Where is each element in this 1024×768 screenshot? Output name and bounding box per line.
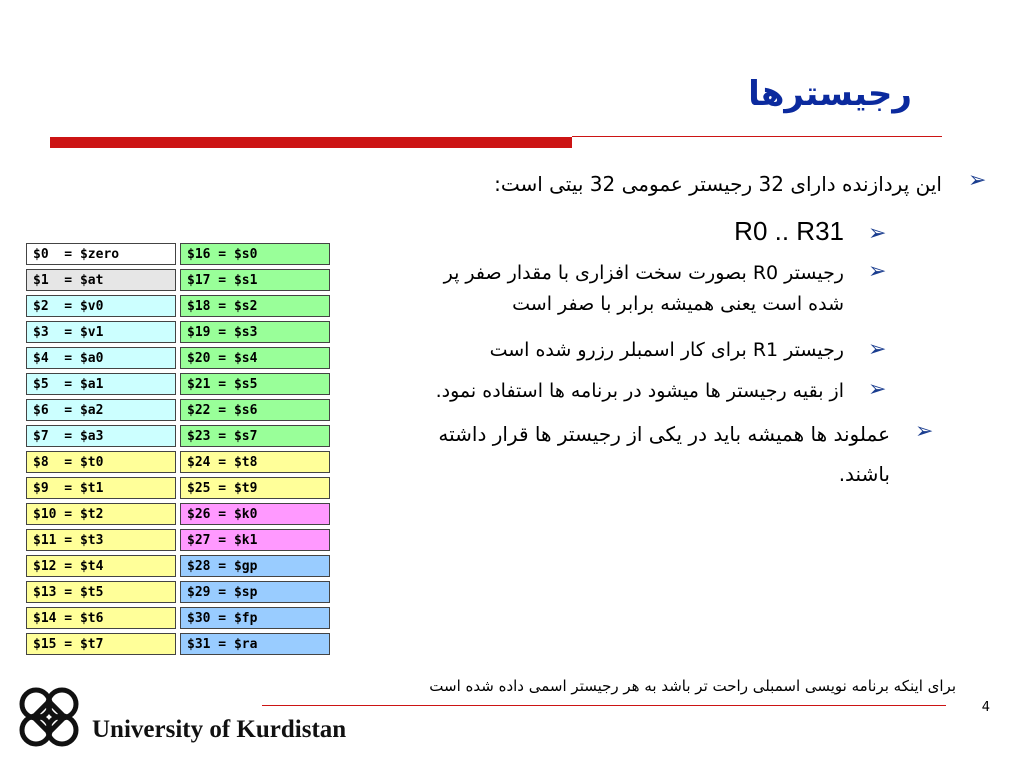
register-cell: $26 = $k0 — [180, 503, 330, 525]
bullet-text: رجیستر R1 برای کار اسمبلر رزرو شده است — [489, 339, 844, 361]
register-cell: $13 = $t5 — [26, 581, 176, 603]
register-row — [26, 529, 176, 551]
university-name: University of Kurdistan — [92, 716, 347, 743]
register-cell: $25 = $t9 — [180, 477, 330, 499]
register-row — [180, 477, 330, 499]
footer-note: برای اینکه برنامه نویسی اسمبلی راحت تر باشد به هر رجیستر اسمی داده شده است — [429, 677, 956, 695]
register-row — [26, 451, 176, 473]
register-row — [26, 555, 176, 577]
bullet-arrow-icon: ➢ — [868, 337, 887, 362]
register-row — [26, 243, 176, 265]
register-cell: $2 = $v0 — [26, 295, 176, 317]
register-cell: $31 = $ra — [180, 633, 330, 655]
footer-divider — [262, 705, 946, 706]
register-row — [180, 373, 330, 395]
register-row — [180, 503, 330, 525]
register-cell: $10 = $t2 — [26, 503, 176, 525]
register-row — [180, 581, 330, 603]
register-row — [26, 503, 176, 525]
register-row — [26, 373, 176, 395]
register-cell: $22 = $s6 — [180, 399, 330, 421]
register-cell: $17 = $s1 — [180, 269, 330, 291]
bullet-text: باشند. — [838, 462, 890, 486]
register-row — [180, 607, 330, 629]
register-cell: $24 = $t8 — [180, 451, 330, 473]
bullet-arrow-icon: ➢ — [968, 168, 987, 193]
register-cell: $12 = $t4 — [26, 555, 176, 577]
title-underline-bar — [50, 137, 572, 148]
register-row — [180, 633, 330, 655]
register-cell: $16 = $s0 — [180, 243, 330, 265]
register-cell: $8 = $t0 — [26, 451, 176, 473]
register-row — [26, 607, 176, 629]
bullet-arrow-icon: ➢ — [868, 259, 887, 284]
register-cell: $11 = $t3 — [26, 529, 176, 551]
register-row — [26, 347, 176, 369]
bullet-arrow-icon: ➢ — [868, 221, 887, 246]
register-cell: $5 = $a1 — [26, 373, 176, 395]
bullet-text: عملوند ها همیشه باید در یکی از رجیستر ها قرار داشته — [438, 422, 890, 446]
register-row — [26, 581, 176, 603]
register-row — [180, 347, 330, 369]
register-cell: $4 = $a0 — [26, 347, 176, 369]
page-number: 4 — [981, 700, 990, 715]
register-row — [26, 477, 176, 499]
bullet-arrow-icon: ➢ — [915, 419, 934, 444]
register-row — [180, 243, 330, 265]
bullet-text: این پردازنده دارای 32 رجیستر عمومی 32 بیتی است: — [494, 172, 942, 196]
register-row — [26, 425, 176, 447]
university-logo-icon — [10, 678, 88, 756]
register-row — [180, 321, 330, 343]
register-row — [180, 295, 330, 317]
register-cell: $28 = $gp — [180, 555, 330, 577]
register-row — [26, 321, 176, 343]
register-cell: $21 = $s5 — [180, 373, 330, 395]
register-cell: $19 = $s3 — [180, 321, 330, 343]
register-cell: $0 = $zero — [26, 243, 176, 265]
register-cell: $14 = $t6 — [26, 607, 176, 629]
register-cell: $3 = $v1 — [26, 321, 176, 343]
register-cell: $9 = $t1 — [26, 477, 176, 499]
register-row — [26, 633, 176, 655]
register-cell: $7 = $a3 — [26, 425, 176, 447]
register-cell: $27 = $k1 — [180, 529, 330, 551]
bullet-text: R0 .. R31 — [734, 216, 844, 246]
register-row — [180, 555, 330, 577]
register-cell: $1 = $at — [26, 269, 176, 291]
register-cell: $29 = $sp — [180, 581, 330, 603]
register-row — [26, 295, 176, 317]
register-row — [26, 399, 176, 421]
bullet-arrow-icon: ➢ — [868, 377, 887, 402]
bullet-text: رجیستر R0 بصورت سخت افزاری با مقدار صفر پر — [443, 262, 844, 284]
register-row — [180, 451, 330, 473]
bullet-text: شده است یعنی همیشه برابر با صفر است — [512, 293, 844, 315]
register-table-left — [26, 239, 176, 659]
slide-title: رجیسترها — [748, 74, 912, 114]
title-underline-line — [572, 136, 942, 137]
register-row — [26, 269, 176, 291]
register-row — [180, 269, 330, 291]
register-row — [180, 399, 330, 421]
register-cell: $18 = $s2 — [180, 295, 330, 317]
register-cell: $6 = $a2 — [26, 399, 176, 421]
register-cell: $23 = $s7 — [180, 425, 330, 447]
register-cell: $15 = $t7 — [26, 633, 176, 655]
register-cell: $30 = $fp — [180, 607, 330, 629]
register-cell: $20 = $s4 — [180, 347, 330, 369]
register-row — [180, 529, 330, 551]
register-table-right — [180, 239, 330, 659]
bullet-text: از بقیه رجیستر ها میشود در برنامه ها استفاده نمود. — [435, 380, 844, 402]
register-row — [180, 425, 330, 447]
